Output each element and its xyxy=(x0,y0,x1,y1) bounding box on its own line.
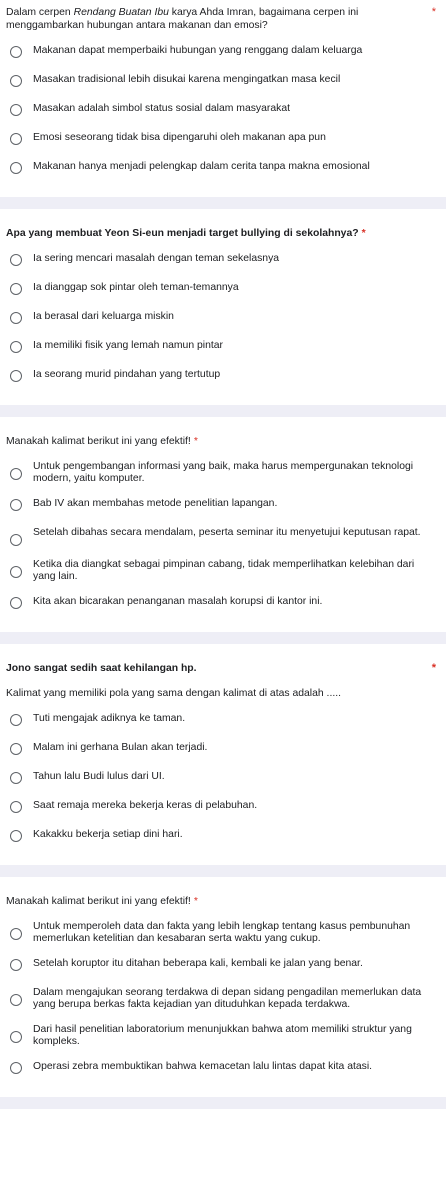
question-card-1 xyxy=(0,0,446,197)
question-4-subtext: Kalimat yang memiliki pola yang sama dengan kalimat di atas adalah ..... xyxy=(6,688,341,699)
required-asterisk: * xyxy=(431,6,436,18)
question-5-title xyxy=(4,881,442,912)
option-label: Untuk pengembangan informasi yang baik, maka harus mempergunakan teknologi modern, yaitu komputer. xyxy=(33,461,414,484)
question-3-title xyxy=(4,421,442,452)
required-asterisk: * xyxy=(361,228,366,239)
option-label: Setelah koruptor itu ditahan beberapa kali, kembali ke jalan yang benar. xyxy=(33,958,363,969)
question-2-title xyxy=(4,213,442,244)
option-2-3[interactable] xyxy=(4,308,442,330)
section-divider xyxy=(0,1097,446,1109)
radio-button[interactable] xyxy=(10,597,22,609)
question-card-5 xyxy=(0,877,446,1097)
radio-button[interactable] xyxy=(10,133,22,145)
radio-button[interactable] xyxy=(10,801,22,813)
option-2-1[interactable] xyxy=(4,250,442,272)
question-1-title xyxy=(4,4,442,36)
option-4-3[interactable] xyxy=(4,768,442,790)
option-label: Setelah dibahas secara mendalam, peserta seminar itu menyetujui keputusan rapat. xyxy=(33,527,421,538)
option-label: Tuti mengajak adiknya ke taman. xyxy=(33,713,186,724)
option-2-5[interactable] xyxy=(4,366,442,388)
option-label: Ketika dia diangkat sebagai pimpinan cabang, tidak memperlihatkan kelebihan dari yang lain. xyxy=(33,559,415,582)
option-label: Ia dianggap sok pintar oleh teman-temannya xyxy=(33,282,239,293)
option-label: Tahun lalu Budi lulus dari UI. xyxy=(33,771,165,782)
radio-button[interactable] xyxy=(10,162,22,174)
option-label: Dalam mengajukan seorang terdakwa di depan sidang pengadilan memerlukan data yang berupa berkas fakta kejadian yan dituduhkan kepada terdakwa. xyxy=(33,987,422,1010)
section-divider xyxy=(0,865,446,877)
option-2-4[interactable] xyxy=(4,337,442,359)
option-4-4[interactable] xyxy=(4,797,442,819)
option-5-5[interactable] xyxy=(4,1058,442,1080)
option-3-4[interactable] xyxy=(4,556,442,586)
radio-button[interactable] xyxy=(10,743,22,755)
required-asterisk: * xyxy=(193,436,198,447)
question-3-text: Manakah kalimat berikut ini yang efektif! xyxy=(6,436,191,447)
option-5-1[interactable] xyxy=(4,918,442,948)
question-card-3 xyxy=(0,417,446,632)
option-label: Ia berasal dari keluarga miskin xyxy=(33,311,174,322)
radio-button[interactable] xyxy=(10,341,22,353)
option-5-4[interactable] xyxy=(4,1021,442,1051)
option-1-5[interactable] xyxy=(4,158,442,180)
option-5-2[interactable] xyxy=(4,955,442,977)
radio-button[interactable] xyxy=(10,1062,22,1074)
radio-button[interactable] xyxy=(10,370,22,382)
question-1-prefix: Dalam cerpen xyxy=(6,7,71,18)
option-label: Kita akan bicarakan penanganan masalah korupsi di kantor ini. xyxy=(33,596,323,607)
question-2-text: Apa yang membuat Yeon Si-eun menjadi target bullying di sekolahnya? xyxy=(6,228,359,239)
option-label: Ia sering mencari masalah dengan teman sekelasnya xyxy=(33,253,280,264)
radio-button[interactable] xyxy=(10,75,22,87)
radio-button[interactable] xyxy=(10,714,22,726)
radio-button[interactable] xyxy=(10,283,22,295)
radio-button[interactable] xyxy=(10,468,22,480)
option-label: Saat remaja mereka bekerja keras di pelabuhan. xyxy=(33,800,258,811)
option-3-5[interactable] xyxy=(4,593,442,615)
option-label: Makanan hanya menjadi pelengkap dalam cerita tanpa makna emosional xyxy=(33,161,370,172)
option-1-4[interactable] xyxy=(4,129,442,151)
radio-button[interactable] xyxy=(10,830,22,842)
radio-button[interactable] xyxy=(10,928,22,940)
radio-button[interactable] xyxy=(10,312,22,324)
radio-button[interactable] xyxy=(10,104,22,116)
section-divider xyxy=(0,632,446,644)
radio-button[interactable] xyxy=(10,959,22,971)
option-label: Untuk memperoleh data dan fakta yang lebih lengkap tentang kasus pembunuhan memerlukan ketelitian dan kesabaran serta waktu yang cukup. xyxy=(33,921,411,944)
option-label: Ia memiliki fisik yang lemah namun pintar xyxy=(33,340,223,351)
radio-button[interactable] xyxy=(10,46,22,58)
section-divider xyxy=(0,405,446,417)
option-1-2[interactable] xyxy=(4,71,442,93)
question-1-story-title: Rendang Buatan Ibu xyxy=(73,7,169,18)
option-4-5[interactable] xyxy=(4,826,442,848)
option-label: Emosi seseorang tidak bisa dipengaruhi oleh makanan apa pun xyxy=(33,132,326,143)
option-5-3[interactable] xyxy=(4,984,442,1014)
question-4-text: Jono sangat sedih saat kehilangan hp. xyxy=(6,663,197,674)
option-label: Operasi zebra membuktikan bahwa kemacetan lalu lintas dapat kita atasi. xyxy=(33,1061,373,1072)
option-2-2[interactable] xyxy=(4,279,442,301)
radio-button[interactable] xyxy=(10,499,22,511)
question-1-suffix: karya Ahda Imran, bagaimana cerpen ini menggambarkan hubungan antara makanan dan emosi? xyxy=(6,7,359,31)
required-asterisk: * xyxy=(193,896,198,907)
option-label: Makanan dapat memperbaiki hubungan yang renggang dalam keluarga xyxy=(33,45,363,56)
radio-button[interactable] xyxy=(10,534,22,546)
radio-button[interactable] xyxy=(10,994,22,1006)
option-1-3[interactable] xyxy=(4,100,442,122)
option-label: Masakan adalah simbol status sosial dalam masyarakat xyxy=(33,103,291,114)
required-asterisk: * xyxy=(431,662,436,674)
option-label: Malam ini gerhana Bulan akan terjadi. xyxy=(33,742,208,753)
option-4-1[interactable] xyxy=(4,710,442,732)
option-label: Kakakku bekerja setiap dini hari. xyxy=(33,829,183,840)
radio-button[interactable] xyxy=(10,772,22,784)
option-label: Masakan tradisional lebih disukai karena mengingatkan masa kecil xyxy=(33,74,341,85)
option-3-3[interactable] xyxy=(4,524,442,549)
option-4-2[interactable] xyxy=(4,739,442,761)
radio-button[interactable] xyxy=(10,566,22,578)
radio-button[interactable] xyxy=(10,1031,22,1043)
section-divider xyxy=(0,197,446,209)
option-3-1[interactable] xyxy=(4,458,442,488)
option-label: Ia seorang murid pindahan yang tertutup xyxy=(33,369,221,380)
option-3-2[interactable] xyxy=(4,495,442,517)
option-label: Bab IV akan membahas metode penelitian lapangan. xyxy=(33,498,278,509)
question-card-4 xyxy=(0,644,446,865)
question-card-2 xyxy=(0,209,446,405)
question-5-text: Manakah kalimat berikut ini yang efektif! xyxy=(6,896,191,907)
question-4-title xyxy=(4,648,442,679)
option-label: Dari hasil penelitian laboratorium menunjukkan bahwa atom memiliki struktur yang kompleks. xyxy=(33,1024,412,1047)
option-1-1[interactable] xyxy=(4,42,442,64)
radio-button[interactable] xyxy=(10,254,22,266)
